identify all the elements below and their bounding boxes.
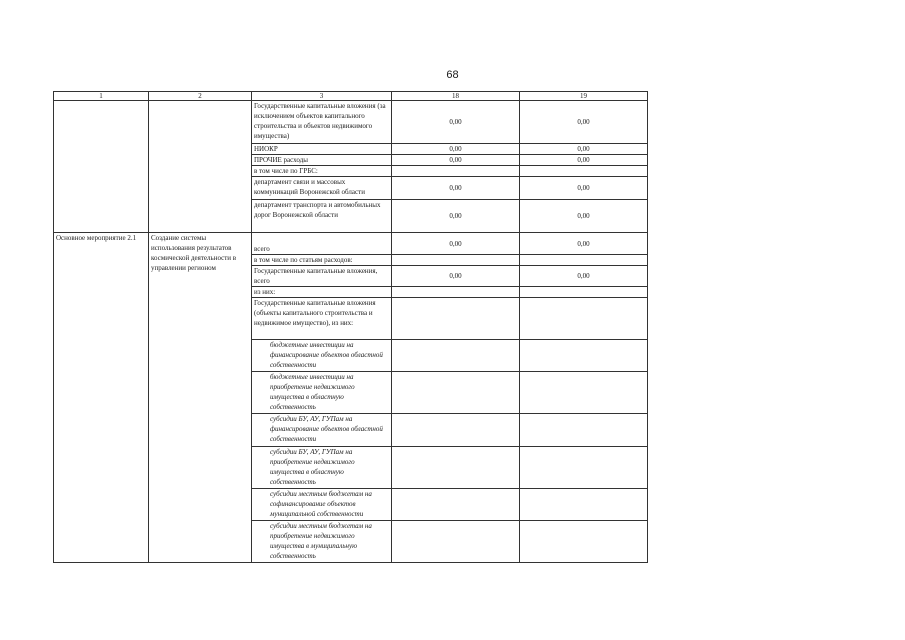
activity-cell-empty [54, 101, 149, 233]
description-cell-empty [149, 101, 252, 233]
row-label: из них: [252, 287, 392, 298]
value-18 [392, 414, 520, 447]
value-19: 0,00 [520, 144, 648, 155]
header-cell: 1 [54, 92, 149, 101]
value-19: 0,00 [520, 200, 648, 233]
header-cell: 2 [149, 92, 252, 101]
row-label: Государственные капитальные вложения (за исключением объектов капитального строительства и объектов недвижимого имущества) [252, 101, 392, 144]
row-label: ПРОЧИЕ расходы [252, 155, 392, 166]
page-number: 68 [446, 69, 459, 81]
value-18: 0,00 [392, 101, 520, 144]
value-19 [520, 489, 648, 521]
budget-table [53, 91, 648, 563]
row-label: НИОКР [252, 144, 392, 155]
value-18 [392, 521, 520, 563]
row-label: субсидии местным бюджетам на софинансирование объектов муниципальной собственности [252, 489, 392, 521]
value-18: 0,00 [392, 155, 520, 166]
value-19: 0,00 [520, 266, 648, 287]
activity-name: Основное мероприятие 2.1 [54, 233, 149, 563]
row-label: субсидии местным бюджетам на приобретение недвижимого имущества в муниципальную собственность [252, 521, 392, 563]
value-19: 0,00 [520, 101, 648, 144]
row-label: Государственные капитальные вложения (объекты капитального строительства и недвижимое имущество), из них: [252, 298, 392, 340]
value-19 [520, 372, 648, 414]
value-18: 0,00 [392, 144, 520, 155]
value-18: 0,00 [392, 233, 520, 255]
table-row [54, 101, 648, 144]
value-18 [392, 372, 520, 414]
value-19 [520, 287, 648, 298]
activity-description: Создание системы использования результатов космической деятельности в управлении регионом [149, 233, 252, 563]
row-label: в том числе по статьям расходов: [252, 255, 392, 266]
value-18 [392, 340, 520, 372]
value-19 [520, 166, 648, 177]
header-cell: 3 [252, 92, 392, 101]
value-19 [520, 521, 648, 563]
value-19 [520, 340, 648, 372]
value-19 [520, 447, 648, 489]
value-18: 0,00 [392, 177, 520, 200]
row-label: департамент транспорта и автомобильных дорог Воронежской области [252, 200, 392, 233]
value-19: 0,00 [520, 155, 648, 166]
row-label: бюджетные инвестиции на приобретение недвижимого имущества в областную собственность [252, 372, 392, 414]
value-18 [392, 447, 520, 489]
value-18 [392, 298, 520, 340]
row-label: Государственные капитальные вложения, всего [252, 266, 392, 287]
row-label: субсидии БУ, АУ, ГУПам на финансирование объектов областной собственности [252, 414, 392, 447]
table-row [54, 233, 648, 255]
value-18 [392, 287, 520, 298]
row-label: департамент связи и массовых коммуникаций Воронежской области [252, 177, 392, 200]
value-19: 0,00 [520, 177, 648, 200]
value-19 [520, 414, 648, 447]
value-19: 0,00 [520, 233, 648, 255]
row-label: всего [252, 233, 392, 255]
header-row [54, 92, 648, 101]
value-18 [392, 166, 520, 177]
value-18 [392, 489, 520, 521]
row-label: бюджетные инвестиции на финансирование объектов областной собственности [252, 340, 392, 372]
value-18: 0,00 [392, 266, 520, 287]
value-19 [520, 298, 648, 340]
header-cell: 19 [520, 92, 648, 101]
header-cell: 18 [392, 92, 520, 101]
row-label: субсидии БУ, АУ, ГУПам на приобретение недвижимого имущества в областную собственность [252, 447, 392, 489]
value-19 [520, 255, 648, 266]
row-label: в том числе по ГРБС: [252, 166, 392, 177]
value-18 [392, 255, 520, 266]
value-18: 0,00 [392, 200, 520, 233]
